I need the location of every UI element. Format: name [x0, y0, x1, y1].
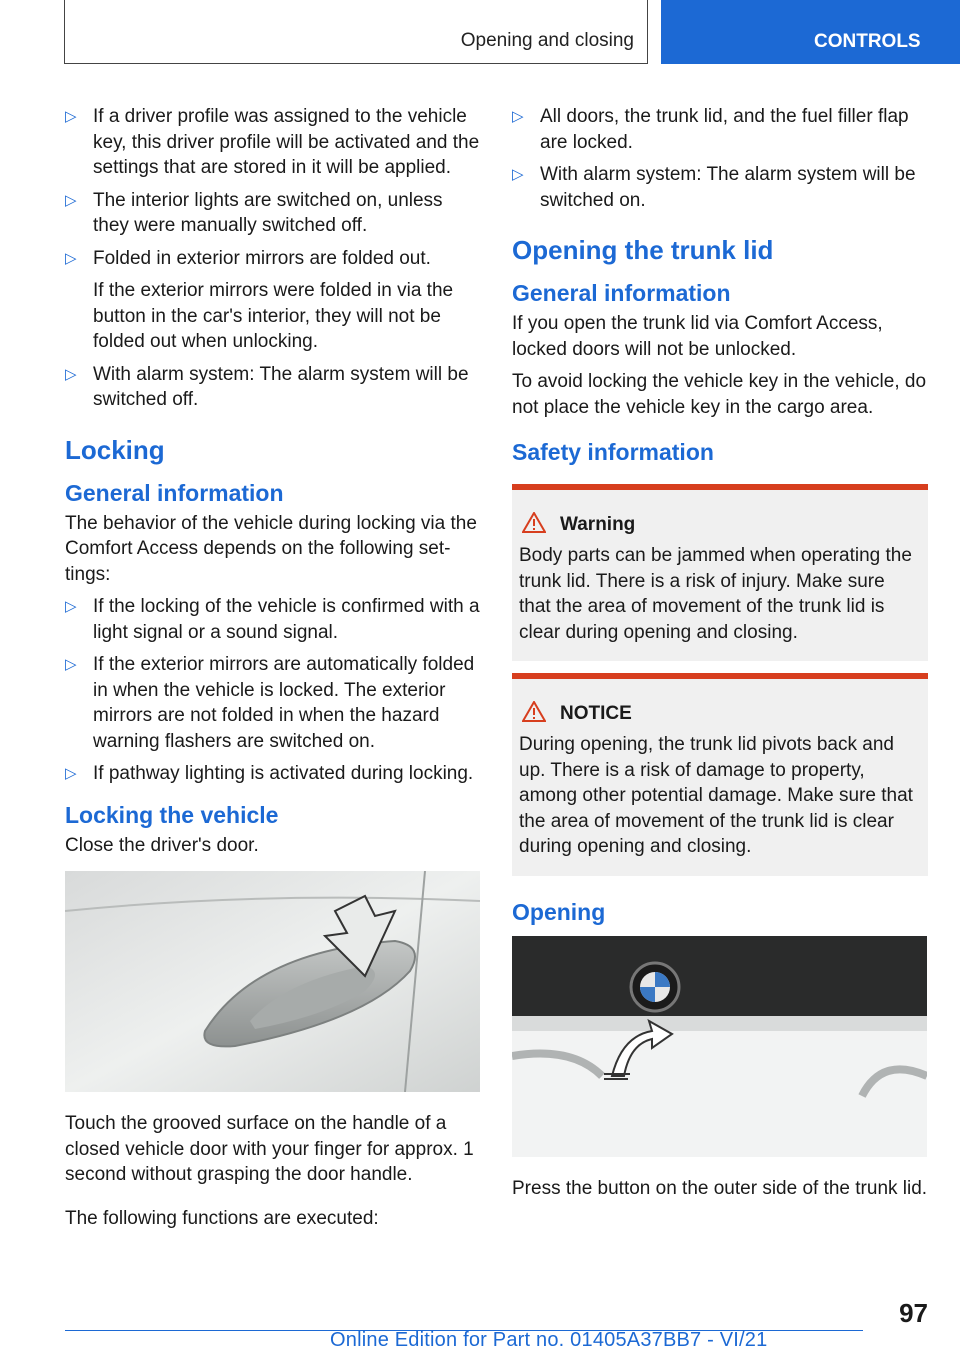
- right-column: [512, 104, 928, 1208]
- heading-opening-the-trunk-lid: Opening the trunk lid: [512, 235, 774, 265]
- triangle-right-icon: ▷: [65, 191, 77, 209]
- triangle-right-icon: ▷: [512, 108, 524, 125]
- warning-box: [512, 484, 928, 661]
- warning-title: Warning: [560, 514, 636, 535]
- edition-text: Online Edition for Part no. 01405A37BB7 - VI/21: [330, 1329, 768, 1351]
- touch-instructions: Touch the grooved surface on the handle of a closed vehicle door with your finger for approx. 1 second without grasping the door handle.: [65, 1113, 474, 1185]
- close-door-text: Close the driver's door.: [65, 834, 259, 856]
- functions-text: The following functions are executed:: [65, 1207, 379, 1229]
- list-item: ▷ Folded in exterior mirrors are folded out.: [65, 246, 481, 272]
- trunk-button-illustration: [512, 936, 927, 1157]
- heading-locking: Locking: [65, 434, 165, 465]
- triangle-right-icon: ▷: [65, 365, 77, 383]
- section-title: Opening and closing: [460, 30, 634, 51]
- triangle-right-icon: ▷: [65, 249, 77, 267]
- door-handle-illustration: [65, 871, 480, 1092]
- triangle-right-icon: ▷: [65, 656, 77, 673]
- triangle-right-icon: ▷: [65, 598, 77, 615]
- heading-locking-the-vehicle: Locking the vehicle: [65, 801, 279, 828]
- warning-triangle-icon: [522, 701, 546, 722]
- list-item: ▷ The interior lights are switched on, unless they were manually switched off.: [65, 189, 443, 236]
- left-column: [65, 104, 481, 1238]
- chapter-tab-label: CONTROLS: [814, 31, 921, 52]
- heading-opening: Opening: [512, 898, 606, 925]
- list-item: ▷ With alarm system: The alarm system will be switched off.: [65, 363, 469, 410]
- heading-general-information: General information: [512, 280, 731, 306]
- notice-box: [512, 673, 928, 876]
- list-item: ▷ If the exterior mirrors are automatically folded in when the vehicle is locked. The exterior mirrors are not folded in when the hazard warning flashers are switched on.: [65, 654, 475, 752]
- list-item: ▷ All doors, the trunk lid, and the fuel filler flap are locked.: [512, 106, 909, 153]
- general-text-1: If you open the trunk lid via Comfort Access, locked doors will not be unlocked.: [512, 313, 883, 360]
- general-text: The behavior of the vehicle during locking via the Comfort Access depends on the following settings:: [65, 512, 477, 585]
- notice-text: During opening, the trunk lid pivots back and up. There is a risk of damage to property, among other potential damage. Make sure that the area of movement of the trunk lid is clear during opening and closing.: [519, 734, 913, 857]
- press-button-text: Press the button on the outer side of the trunk lid.: [512, 1177, 928, 1199]
- list-item: ▷ If the locking of the vehicle is confirmed with a light signal or a sound signal.: [65, 596, 480, 643]
- list-item: ▷ If a driver profile was assigned to the vehicle key, this driver profile will be activated and the settings that are stored in it will be applied.: [65, 106, 480, 178]
- warning-text: Body parts can be jammed when operating the trunk lid. There is a risk of injury. Make sure that the area of movement of the trunk lid is clear during opening and closing.: [519, 545, 912, 643]
- list-item: ▷ If pathway lighting is activated during locking.: [65, 761, 481, 787]
- triangle-right-icon: ▷: [512, 166, 524, 183]
- general-text-2: To avoid locking the vehicle key in the vehicle, do not place the vehicle key in the cargo area.: [512, 371, 927, 418]
- triangle-right-icon: ▷: [65, 765, 77, 782]
- mirror-note: If the exterior mirrors were folded in via the button in the car's interior, they will not be folded out when unlocking.: [93, 280, 454, 352]
- list-item: ▷ With alarm system: The alarm system will be switched on.: [512, 164, 916, 211]
- chapter-tab[interactable]: [661, 0, 960, 64]
- warning-triangle-icon: [522, 512, 546, 533]
- notice-title: NOTICE: [560, 703, 632, 724]
- heading-general-information: General information: [65, 479, 284, 506]
- page-number: 97: [899, 1298, 928, 1328]
- triangle-right-icon: ▷: [65, 108, 77, 125]
- heading-safety-information: Safety information: [512, 439, 714, 465]
